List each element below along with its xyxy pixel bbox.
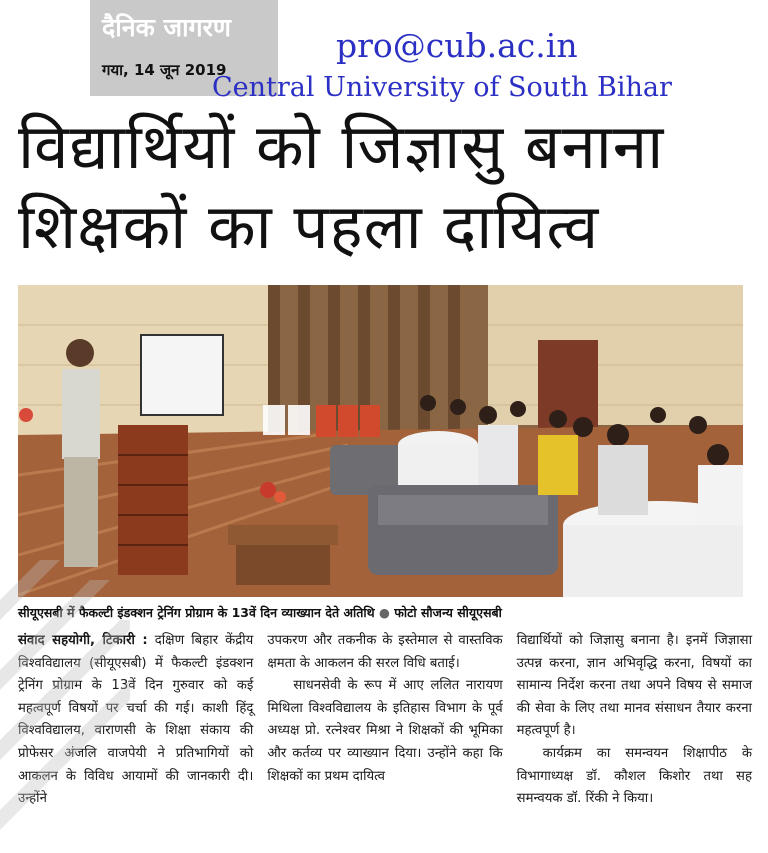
article-column-3: [517, 630, 752, 850]
column-1-text: दक्षिण बिहार केंद्रीय विश्वविद्यालय (सीयूएसबी) में फैकल्टी इंडक्शन ट्रेनिंग प्रोग्राम के 13वें दिन गुरुवार को कई महत्वपूर्ण विषयों पर चर्चा की गई। काशी हिंदू विश्वविद्यालय, वाराणसी के शिक्षा संकाय की प्रोफेसर अंजलि वाजपेयी ने प्रतिभागियों को आकलन के विविध आयामों की जानकारी दी। उन्होंने: [18, 633, 254, 807]
photo-illustration: [18, 285, 743, 597]
photo-credit: फोटो सौजन्य सीयूएसबी: [394, 605, 502, 620]
byline: संवाद सहयोगी, टिकारी :: [18, 633, 148, 648]
column-2-paragraph-2: साधनसेवी के रूप में आए ललित नारायण मिथिला विश्वविद्यालय के इतिहास विभाग के पूर्व अध्यक्ष प्रो. रत्नेश्वर मिश्रा ने शिक्षकों की भूमिका और कर्तव्य पर व्याख्यान दिया। उन्होंने कहा कि शिक्षकों का प्रथम दायित्व: [267, 678, 503, 784]
university-name-stamp: Central University of South Bihar: [212, 72, 672, 103]
column-3-paragraph-1: विद्यार्थियों को जिज्ञासु बनाना है। इनमें जिज्ञासा उत्पन्न करना, ज्ञान अभिवृद्धि करना, विषयों का सामान्य निर्देश करना तथा अपने विषय से समाज की सेवा के लिए तथा मानव संसाधन तैयार करना महत्वपूर्ण है।: [516, 633, 752, 739]
headline-line-1: विद्यार्थियों को जिज्ञासु बनाना: [18, 110, 665, 183]
contact-email-stamp: pro@cub.ac.in: [336, 26, 578, 65]
article-body: [18, 630, 752, 850]
column-3-paragraph-2: कार्यक्रम का समन्वयन शिक्षापीठ के विभागाध्यक्ष डॉ. कौशल किशोर तथा सह समन्वयक डॉ. रिंकी ने किया।: [516, 745, 752, 807]
caption-text: सीयूएसबी में फैकल्टी इंडक्शन ट्रेनिंग प्रोग्राम के 13वें दिन व्याख्यान देते अतिथि: [18, 605, 375, 620]
dateline: गया, 14 जून 2019: [102, 61, 227, 79]
photo-caption: [18, 604, 758, 621]
article-column-2: [267, 630, 502, 850]
lecture-hall-photo: [18, 285, 743, 597]
caption-bullet-icon: ●: [378, 605, 395, 620]
article-column-1: [18, 630, 253, 850]
newspaper-name: दैनिक जागरण: [102, 13, 231, 42]
headline-line-2: शिक्षकों का पहला दायित्व: [18, 190, 600, 263]
column-2-paragraph-1: उपकरण और तकनीक के इस्तेमाल से वास्तविक क्षमता के आकलन की सरल विधि बताई।: [267, 633, 503, 671]
